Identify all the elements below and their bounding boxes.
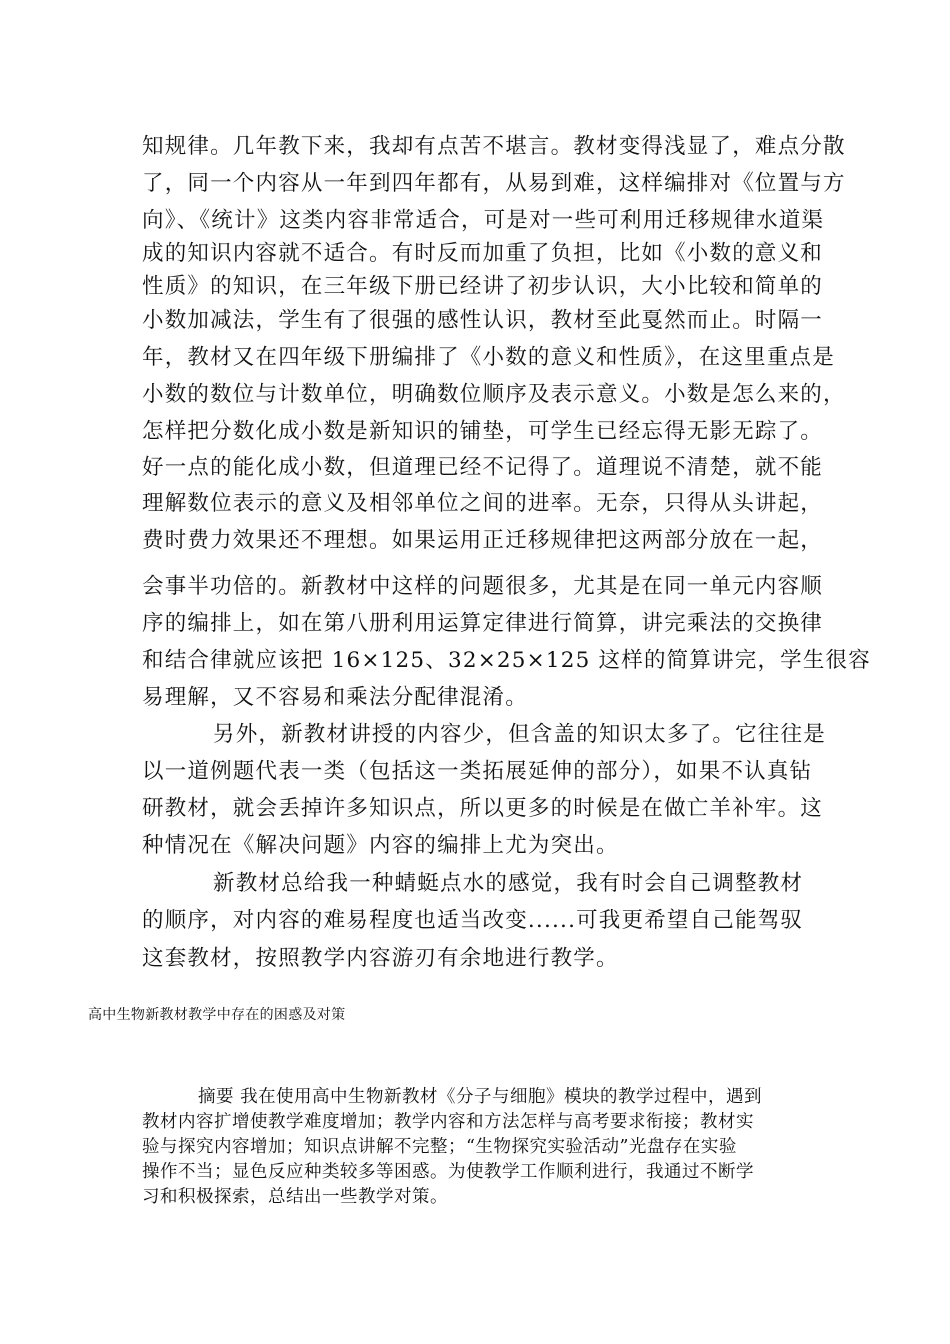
paragraph-line: 的顺序，对内容的难易程度也适当改变......可我更希望自己能驾驭 [142, 908, 804, 933]
paragraph-line: 研教材，就会丢掉许多知识点，所以更多的时候是在做亡羊补牢。这 [142, 796, 824, 821]
paragraph-line: 和结合律就应该把 16×125、32×25×125 这样的简算讲完，学生很容 [142, 648, 871, 673]
paragraph-line: 这套教材，按照教学内容游刃有余地进行教学。 [142, 946, 619, 971]
paragraph-line: 种情况在《解决问题》内容的编排上尤为突出。 [142, 833, 619, 858]
paragraph-line: 向》、《统计》这类内容非常适合，可是对一些可利用迁移规律水道渠 [142, 208, 825, 233]
abstract-line: 摘要 我在使用高中生物新教材《分子与细胞》模块的教学过程中，遇到 [198, 1087, 763, 1107]
paragraph-line: 怎样把分数化成小数是新知识的铺垫，可学生已经忘得无影无踪了。 [142, 419, 824, 444]
paragraph-line: 新教材总给我一种蜻蜓点水的感觉，我有时会自己调整教材 [213, 871, 804, 896]
paragraph-line: 另外，新教材讲授的内容少，但含盖的知识太多了。它往往是 [213, 722, 826, 747]
article-title: 高中生物新教材教学中存在的困惑及对策 [88, 1007, 346, 1023]
paragraph-line: 序的编排上，如在第八册利用运算定律进行简算，讲完乘法的交换律 [142, 611, 824, 636]
paragraph-line: 成的知识内容就不适合。有时反而加重了负担，比如《小数的意义和 [142, 241, 824, 266]
paragraph-line: 年，教材又在四年级下册编排了《小数的意义和性质》，在这里重点是 [142, 345, 835, 370]
paragraph-line: 费时费力效果还不理想。如果运用正迁移规律把这两部分放在一起， [142, 528, 824, 553]
paragraph-line: 会事半功倍的。新教材中这样的问题很多，尤其是在同一单元内容顺 [142, 574, 824, 599]
paragraph-line: 以一道例题代表一类（包括这一类拓展延伸的部分），如果不认真钻 [142, 759, 813, 784]
paragraph-line: 理解数位表示的意义及相邻单位之间的进率。无奈，只得从头讲起， [142, 491, 824, 516]
paragraph-line: 小数加减法，学生有了很强的感性认识，教材至此戛然而止。时隔一 [142, 308, 824, 333]
abstract-line: 习和积极探索，总结出一些教学对策。 [142, 1187, 448, 1207]
paragraph-line: 性质》的知识，在三年级下册已经讲了初步认识，大小比较和简单的 [142, 274, 824, 299]
paragraph-line: 小数的数位与计数单位，明确数位顺序及表示意义。小数是怎么来的， [142, 382, 846, 407]
paragraph-line: 易理解，又不容易和乘法分配律混淆。 [142, 685, 528, 710]
abstract-line: 操作不当；显色反应种类较多等困惑。为使教学工作顺利进行，我通过不断学 [142, 1162, 754, 1182]
abstract-line: 验与探究内容增加；知识点讲解不完整；“生物探究实验活动”光盘存在实验 [142, 1137, 737, 1157]
paragraph-line: 了，同一个内容从一年到四年都有，从易到难，这样编排对《位置与方 [142, 171, 846, 196]
paragraph-line: 知规律。几年教下来，我却有点苦不堪言。教材变得浅显了，难点分散 [142, 134, 846, 159]
paragraph-line: 好一点的能化成小数，但道理已经不记得了。道理说不清楚，就不能 [142, 455, 824, 480]
abstract-line: 教材内容扩增使教学难度增加；教学内容和方法怎样与高考要求衔接；教材实 [142, 1112, 754, 1132]
